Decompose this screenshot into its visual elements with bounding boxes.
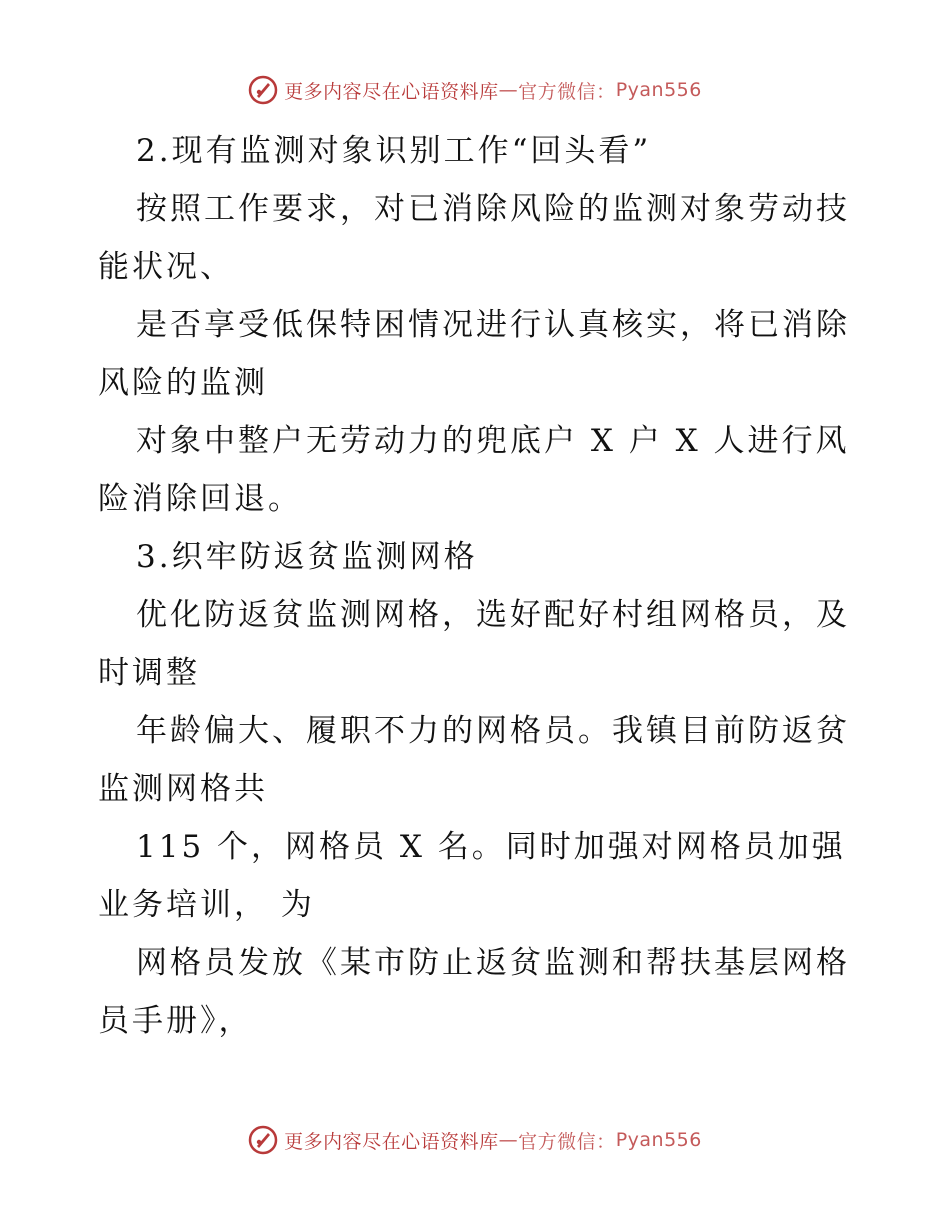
header-watermark: [0, 70, 950, 110]
paragraph-line: 是否享受低保特困情况进行认真核实，将已消除风险的监测: [98, 307, 850, 401]
watermark-separator: —: [498, 79, 519, 101]
paragraph-line: 网格员发放《某市防止返贫监测和帮扶基层网格员手册》，: [98, 945, 850, 1039]
watermark-wechat-id: Pyan556: [615, 1129, 702, 1151]
watermark-wechat-label: 官方微信：: [518, 80, 616, 103]
watermark-separator: —: [498, 1129, 519, 1151]
paragraph-line: 对象中整户无劳动力的兜底户 X 户 X 人进行风险消除回退。: [98, 423, 850, 517]
watermark-wechat-id: Pyan556: [615, 79, 702, 101]
watermark-wechat-label: 官方微信：: [518, 1130, 616, 1153]
watermark-brand: 更多内容尽在心语资料库: [284, 1130, 499, 1153]
quill-seal-icon: [248, 75, 278, 105]
paragraph-line: 按照工作要求，对已消除风险的监测对象劳动技能状况、: [98, 191, 850, 285]
watermark-brand: 更多内容尽在心语资料库: [284, 80, 499, 103]
document-body: [98, 122, 858, 1050]
section-heading: 2.现有监测对象识别工作“回头看”: [136, 133, 652, 169]
paragraph-line: 年龄偏大、履职不力的网格员。我镇目前防返贫监测网格共: [98, 713, 850, 807]
section-heading: 3.织牢防返贫监测网格: [136, 539, 478, 575]
paragraph-line: 优化防返贫监测网格，选好配好村组网格员，及时调整: [98, 597, 850, 691]
paragraph-line: 115 个，网格员 X 名。同时加强对网格员加强业务培训， 为: [98, 829, 846, 923]
footer-watermark: [0, 1120, 950, 1160]
quill-seal-icon: [248, 1125, 278, 1155]
